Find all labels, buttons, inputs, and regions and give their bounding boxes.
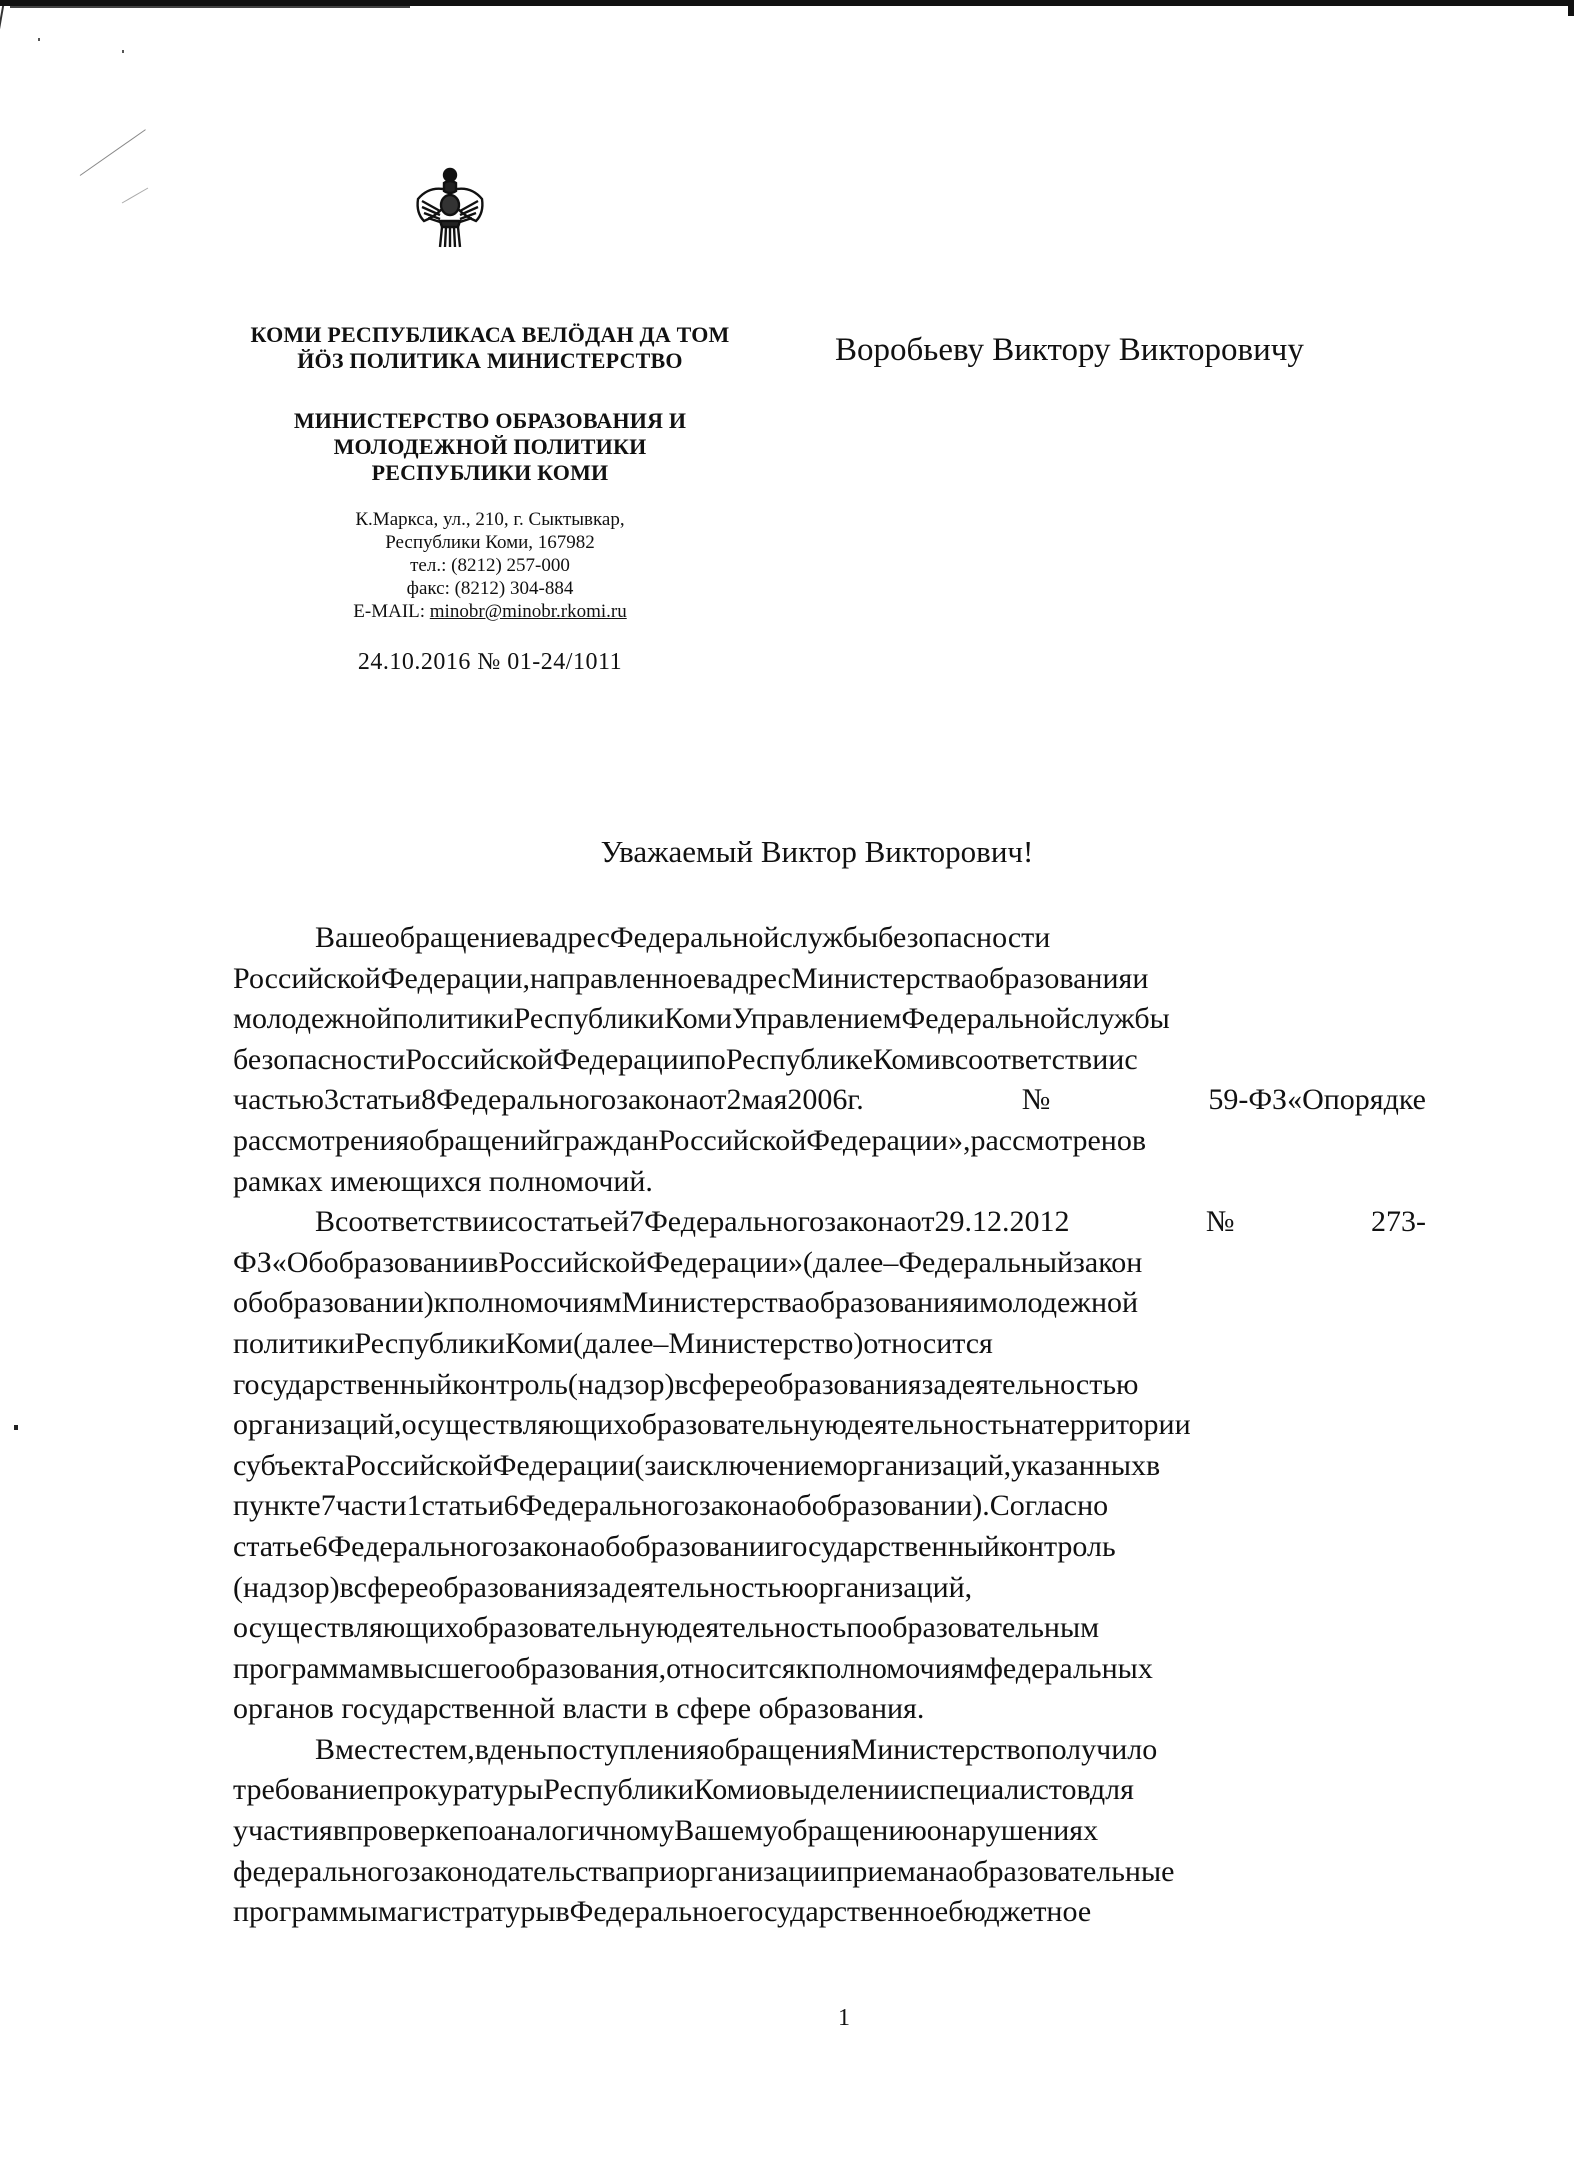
address-line: К.Маркса, ул., 210, г. Сыктывкар, xyxy=(355,509,625,530)
text-line: рассмотренияобращенийгражданРоссийскойФедерации»,рассмотренов xyxy=(233,1123,1147,1157)
text-line: осуществляющихобразовательнуюдеятельностьпообразовательным xyxy=(233,1611,1100,1645)
text-line: организаций,осуществляющихобразовательнуюдеятельностьнатерритории xyxy=(233,1408,1191,1442)
ministry-name-russian-line: МОЛОДЕЖНОЙ ПОЛИТИКИ xyxy=(333,434,647,459)
text-line: Всоответствиисостатьей7Федеральногозаконаот29.12.2012№273- xyxy=(315,1205,1426,1239)
komi-coat-of-arms-icon xyxy=(410,165,490,250)
email-line xyxy=(240,600,740,623)
fax-line: факс: (8212) 304-884 xyxy=(406,578,574,599)
scan-speck xyxy=(14,1425,18,1430)
text-line: субъектаРоссийскойФедерации(заисключениеморганизаций,указанныхв xyxy=(233,1448,1161,1482)
text-line: статье6Федеральногозаконаобобразованиигосударственныйконтроль xyxy=(233,1529,1116,1563)
addressee: Воробьеву Виктору Викторовичу xyxy=(835,332,1304,368)
paragraph-3 xyxy=(233,1730,1426,1933)
letter-body xyxy=(233,918,1426,1933)
text-line: обобразовании)кполномочиямМинистерстваобразованияимолодежной xyxy=(233,1286,1139,1320)
email-link[interactable]: minobr@minobr.rkomi.ru xyxy=(429,601,627,622)
pen-mark xyxy=(122,188,148,204)
paragraph-1 xyxy=(233,918,1426,1202)
text-line: ФЗ«ОбобразованиивРоссийскойФедерации»(далее–Федеральныйзакон xyxy=(233,1245,1143,1279)
text-line: РоссийскойФедерации,направленноевадресМинистерстваобразованияи xyxy=(233,961,1149,995)
text-line: рамках имеющихся полномочий. xyxy=(233,1164,653,1198)
letterhead xyxy=(240,322,740,676)
text-line: (надзор)всфереобразованиязадеятельностьюорганизаций, xyxy=(233,1570,973,1604)
text-line: требованиепрокуратурыРеспубликиКомиовыделенииспециалистовдля xyxy=(233,1773,1134,1807)
ministry-name-komi-line: КОМИ РЕСПУБЛИКАСА ВЕЛӦДАН ДА ТОМ xyxy=(250,322,730,347)
text-line: федеральногозаконодательстваприорганизацииприеманаобразовательные xyxy=(233,1854,1175,1888)
ministry-name-komi xyxy=(240,322,740,374)
text-line: программымагистратурывФедеральноегосударственноебюджетное xyxy=(233,1895,1092,1929)
text-line: молодежнойполитикиРеспубликиКомиУправлениемФедеральнойслужбы xyxy=(233,1002,1170,1036)
text-line: пункте7части1статьи6Федеральногозаконаобобразовании).Согласно xyxy=(233,1489,1109,1523)
email-label: E-MAIL: xyxy=(353,601,430,622)
salutation: Уважаемый Виктор Викторович! xyxy=(600,834,1034,869)
scan-border-artifact xyxy=(10,6,410,8)
scan-border-right xyxy=(1568,0,1574,16)
text-line: участиявпроверкепоаналогичномуВашемуобращениюонарушениях xyxy=(233,1814,1099,1848)
address-line: Республики Коми, 167982 xyxy=(385,532,595,553)
text-line: безопасностиРоссийскойФедерациипоРеспубликеКомивсоответствиис xyxy=(233,1042,1138,1076)
registration-date-number: 24.10.2016 № 01-24/1011 xyxy=(357,649,623,675)
text-line: Вместестем,вденьпоступленияобращенияМинистерствополучило xyxy=(315,1732,1158,1766)
text-line: государственныйконтроль(надзор)всфереобразованиязадеятельностью xyxy=(233,1367,1139,1401)
ministry-name-russian-line: РЕСПУБЛИКИ КОМИ xyxy=(371,460,609,485)
ministry-name-komi-line: ЙӦЗ ПОЛИТИКА МИНИСТЕРСТВО xyxy=(297,348,683,373)
ministry-contacts xyxy=(240,508,740,623)
phone-line: тел.: (8212) 257-000 xyxy=(410,555,570,576)
text-line: органов государственной власти в сфере образования. xyxy=(233,1692,925,1726)
scan-border-left xyxy=(0,6,4,30)
scan-speck xyxy=(122,50,124,53)
text-line: программамвысшегообразования,относитсякполномочиямфедеральных xyxy=(233,1651,1153,1685)
text-line: политикиРеспубликиКоми(далее–Министерство)относится xyxy=(233,1326,993,1360)
paragraph-2 xyxy=(233,1202,1426,1730)
scan-speck xyxy=(38,38,40,41)
pen-mark xyxy=(80,129,146,176)
text-line: частью3статьи8Федеральногозаконаот2мая2006г.№59-ФЗ«Опорядке xyxy=(233,1083,1426,1117)
text-line: ВашеобращениевадресФедеральнойслужбыбезопасности xyxy=(315,921,1051,954)
page-number: 1 xyxy=(838,2005,850,2031)
ministry-name-russian-line: МИНИСТЕРСТВО ОБРАЗОВАНИЯ И xyxy=(293,408,687,433)
ministry-name-russian xyxy=(240,408,740,486)
